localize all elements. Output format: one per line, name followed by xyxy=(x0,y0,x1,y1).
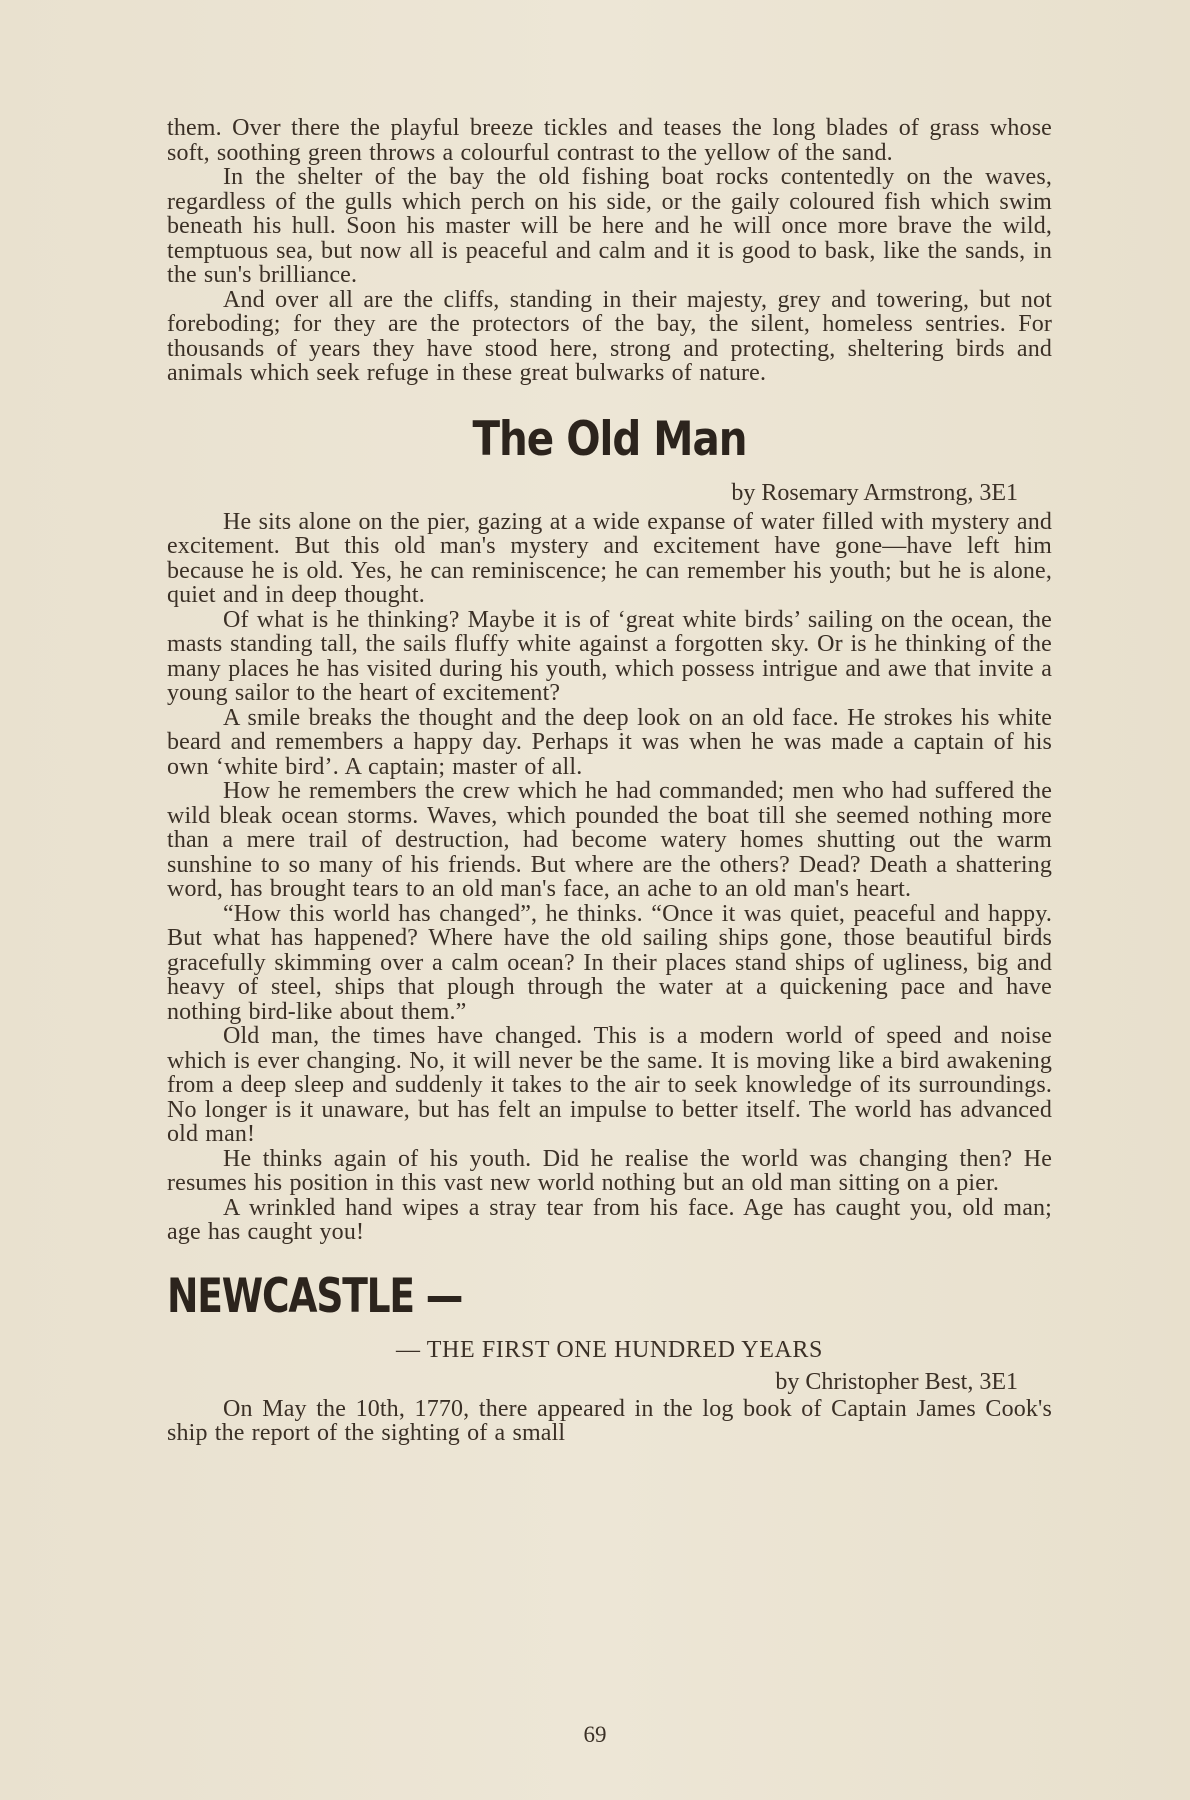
intro-paragraph-2: In the shelter of the bay the old fishing boat rocks contentedly on the waves, regardless of the gulls which perch on his side, or the gaily coloured fish which swim beneath his hull. Soon his master will be here and he will once more brave the wild, temptuous sea, but now all is peaceful and calm and it is good to bask, like the sands, in the sun's brilliance. xyxy=(167,164,1052,288)
text-column xyxy=(167,116,1052,1446)
page-number: 69 xyxy=(583,1722,607,1747)
old-man-paragraph-5: “How this world has changed”, he thinks. “Once it was quiet, peaceful and happy. But what has happened? Where have the old sailing ships gone, those beautiful birds gracefully skimming over a calm ocean? In their places stand ships of ugliness, big and heavy of steel, ships that plough through the water at a quickening pace and have nothing bird-like about them.” xyxy=(167,900,1052,1025)
old-man-paragraph-2: Of what is he thinking? Maybe it is of ‘great white birds’ sailing on the ocean, the masts standing tall, the sails fluffy white against a forgotten sky. Or is he thinking of the many places he has visited during his youth, which possess intrigue and awe that invite a young sailor to the heart of excitement? xyxy=(167,606,1052,706)
article-byline-best: by Christopher Best, 3E1 xyxy=(775,1368,1018,1395)
old-man-paragraph-1: He sits alone on the pier, gazing at a wide expanse of water filled with mystery and excitement. But this old man's mystery and excitement have gone—have left him because he is old. Yes, he can reminiscence; he can remember his youth; but he is alone, quiet and in deep thought. xyxy=(167,508,1052,608)
article-title-newcastle: NEWCASTLE — xyxy=(167,1268,463,1324)
old-man-paragraph-7: He thinks again of his youth. Did he realise the world was changing then? He resumes his position in this vast new world nothing but an old man sitting on a pier. xyxy=(167,1145,1052,1196)
intro-paragraph-1: them. Over there the playful breeze tickles and teases the long blades of grass whose soft, soothing green throws a colourful contrast to the yellow of the sand. xyxy=(167,115,1052,166)
article-title-old-man: The Old Man xyxy=(472,411,747,467)
newcastle-paragraph-1: On May the 10th, 1770, there appeared in the log book of Captain James Cook's ship the report of the sighting of a small xyxy=(167,1395,1052,1446)
intro-paragraph-3: And over all are the cliffs, standing in their majesty, grey and towering, but not foreboding; for they are the protectors of the bay, the silent, homeless sentries. For thousands of years they have stood here, strong and protecting, sheltering birds and animals which seek refuge in these great bulwarks of nature. xyxy=(167,286,1052,386)
article-subtitle-newcastle: — THE FIRST ONE HUNDRED YEARS xyxy=(396,1336,823,1363)
old-man-paragraph-3: A smile breaks the thought and the deep look on an old face. He strokes his white beard and remembers a happy day. Perhaps it was when he was made a captain of his own ‘white bird’. A captain; master of all. xyxy=(167,704,1052,780)
old-man-paragraph-8: A wrinkled hand wipes a stray tear from his face. Age has caught you, old man; age has caught you! xyxy=(167,1194,1052,1245)
old-man-paragraph-6: Old man, the times have changed. This is a modern world of speed and noise which is ever changing. No, it will never be the same. It is moving like a bird awakening from a deep sleep and suddenly it takes to the air to seek knowledge of its surroundings. No longer is it unaware, but has felt an impulse to better itself. The world has advanced old man! xyxy=(167,1023,1052,1147)
old-man-paragraph-4: How he remembers the crew which he had commanded; men who had suffered the wild bleak ocean storms. Waves, which pounded the boat till she seemed nothing more than a mere trail of destruction, had become watery homes shutting out the warm sunshine to so many of his friends. But where are the others? Dead? Death a shattering word, has brought tears to an old man's face, an ache to an old man's heart. xyxy=(167,778,1052,902)
article-byline-armstrong: by Rosemary Armstrong, 3E1 xyxy=(731,479,1018,506)
